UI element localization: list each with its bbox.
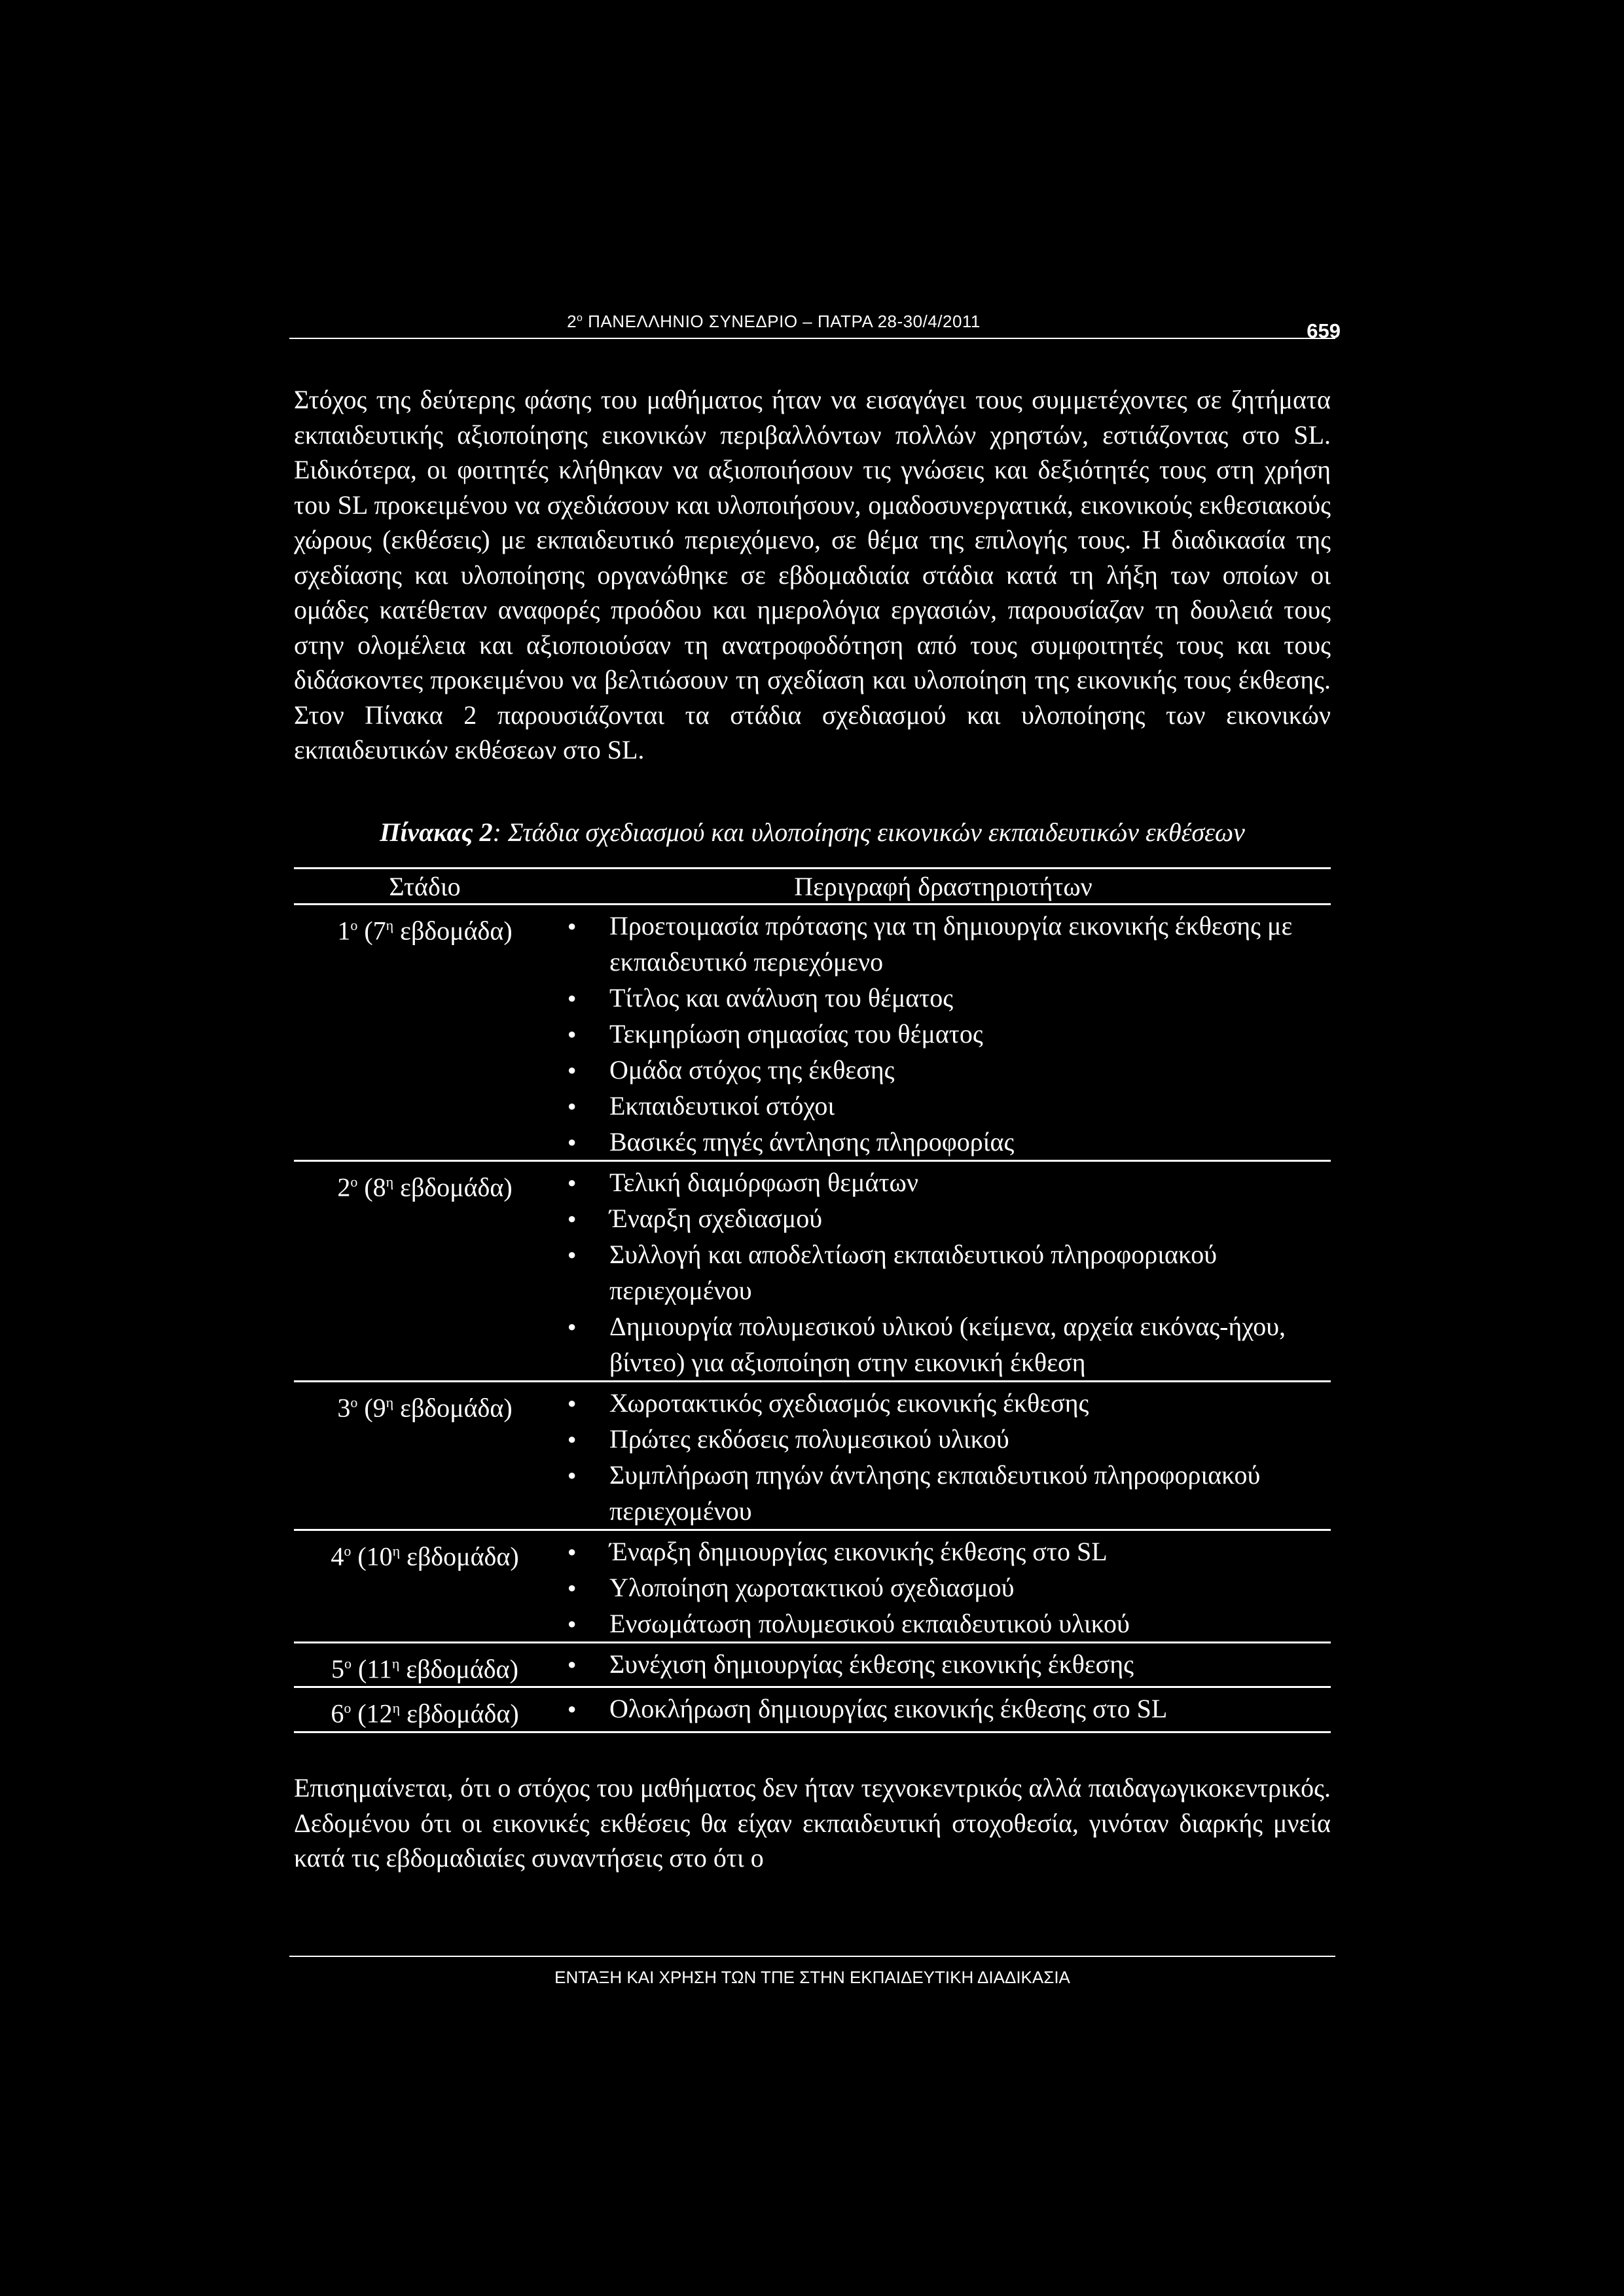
- stage-number: 2: [337, 1172, 351, 1202]
- stage-week-number: (12: [351, 1698, 393, 1729]
- stage-cell: [294, 1691, 556, 1731]
- stage-number-sup: ο: [344, 1700, 352, 1717]
- stage-week-label: εβδομάδα): [400, 1541, 519, 1571]
- activity-item: ● Εκπαιδευτικοί στόχοι: [556, 1088, 1331, 1124]
- activity-item: ● Ολοκλήρωση δημιουργίας εικονικής έκθεσης στο SL: [556, 1691, 1331, 1727]
- stage-week-sup: η: [386, 1174, 394, 1190]
- stage-number-sup: ο: [350, 917, 358, 933]
- header-ordinal: 2: [567, 312, 577, 331]
- activity-list: [556, 908, 1331, 1160]
- stage-week-sup: η: [386, 917, 394, 933]
- stage-week-sup: η: [386, 1394, 394, 1410]
- stage-week-number: (10: [351, 1541, 393, 1571]
- stage-week-number: (7: [357, 916, 386, 946]
- activity-item: ● Συλλογή και αποδελτίωση εκπαιδευτικού πληροφοριακού περιεχομένου: [556, 1236, 1331, 1308]
- stage-number: 1: [337, 916, 351, 946]
- page-number: 659: [1307, 319, 1341, 342]
- stage-week-sup: η: [391, 1655, 400, 1672]
- table-caption: [294, 817, 1331, 848]
- table-caption-label: Πίνακας 2: [380, 817, 493, 847]
- activity-item: ● Έναρξη δημιουργίας εικονικής έκθεσης στο SL: [556, 1534, 1331, 1570]
- table-row: [294, 1162, 1331, 1382]
- stage-number: 4: [331, 1541, 344, 1571]
- activity-item: ● Τελική διαμόρφωση θεμάτων: [556, 1164, 1331, 1200]
- stage-week-label: εβδομάδα): [393, 1393, 513, 1423]
- header-ordinal-sup: ο: [577, 312, 583, 324]
- header-description: Περιγραφή δραστηριοτήτων: [794, 871, 1092, 901]
- table-row: [294, 1531, 1331, 1643]
- body-paragraph-2: Επισημαίνεται, ότι ο στόχος του μαθήματος δεν ήταν τεχνοκεντρικός αλλά παιδαγωγικοκεντρικός. Δεδομένου ότι οι εικονικές εκθέσεις θα είχαν εκπαιδευτική στοχοθεσία, γινόταν διαρκής μνεία κατά τις εβδομαδιαίες συναντήσεις στο ότι ο: [294, 1773, 1331, 1873]
- stage-cell: [294, 1385, 556, 1529]
- stage-cell: [294, 1646, 556, 1686]
- table-caption-text: : Στάδια σχεδιασμού και υλοποίησης εικονικών εκπαιδευτικών εκθέσεων: [492, 817, 1245, 847]
- stage-number-sup: ο: [350, 1394, 358, 1410]
- activity-list: [556, 1164, 1331, 1380]
- table-row: [294, 905, 1331, 1162]
- activity-item: ● Τεκμηρίωση σημασίας του θέματος: [556, 1016, 1331, 1052]
- stage-week-sup: η: [392, 1700, 401, 1717]
- table-header-row: [294, 867, 1331, 905]
- activity-item: ● Υλοποίηση χωροτακτικού σχεδιασμού: [556, 1570, 1331, 1605]
- stage-week-label: εβδομάδα): [399, 1654, 518, 1684]
- stage-week-number: (11: [352, 1654, 392, 1684]
- activity-list: [556, 1385, 1331, 1529]
- running-footer: ΕΝΤΑΞΗ ΚΑΙ ΧΡΗΣΗ ΤΩΝ ΤΠΕ ΣΤΗΝ ΕΚΠΑΙΔΕΥΤΙΚΗ ΔΙΑΔΙΚΑΣΙΑ: [289, 1956, 1335, 1988]
- stage-number-sup: ο: [344, 1655, 352, 1672]
- activity-list: [556, 1534, 1331, 1641]
- activity-item: ● Βασικές πηγές άντλησης πληροφορίας: [556, 1124, 1331, 1160]
- activity-item: ● Πρώτες εκδόσεις πολυμεσικού υλικού: [556, 1421, 1331, 1457]
- stage-number: 5: [331, 1654, 345, 1684]
- activity-item: ● Έναρξη σχεδιασμού: [556, 1200, 1331, 1236]
- stage-week-label: εβδομάδα): [393, 1172, 513, 1202]
- stage-week-number: (9: [357, 1393, 386, 1423]
- activity-list: [556, 1646, 1331, 1686]
- stage-number-sup: ο: [350, 1174, 358, 1190]
- activities-table: [294, 867, 1331, 1733]
- stage-week-label: εβδομάδα): [400, 1698, 519, 1729]
- activity-list: [556, 1691, 1331, 1731]
- header-title-text: ΠΑΝΕΛΛΗΝΙΟ ΣΥΝΕΔΡΙΟ – ΠΑΤΡΑ 28-30/4/2011: [583, 312, 981, 331]
- activity-item: ● Ομάδα στόχος της έκθεσης: [556, 1052, 1331, 1088]
- stage-cell: [294, 908, 556, 1160]
- activity-item: ● Ενσωμάτωση πολυμεσικού εκπαιδευτικού υλικού: [556, 1605, 1331, 1641]
- activity-item: ● Προετοιμασία πρότασης για τη δημιουργία εικονικής έκθεσης με εκπαιδευτικό περιεχόμενο: [556, 908, 1331, 980]
- header-stage: Στάδιο: [389, 871, 461, 901]
- table-row: [294, 1382, 1331, 1531]
- running-header: [289, 306, 1341, 342]
- activity-item: ● Συνέχιση δημιουργίας έκθεσης εικονικής έκθεσης: [556, 1646, 1331, 1682]
- activity-item: ● Χωροτακτικός σχεδιασμός εικονικής έκθεσης: [556, 1385, 1331, 1421]
- stage-number-sup: ο: [344, 1543, 352, 1559]
- table-row: [294, 1688, 1331, 1732]
- activity-item: ● Δημιουργία πολυμεσικού υλικού (κείμενα, αρχεία εικόνας-ήχου, βίντεο) για αξιοποίηση στην εικονική έκθεση: [556, 1308, 1331, 1380]
- activity-item: ● Συμπλήρωση πηγών άντλησης εκπαιδευτικού πληροφοριακού περιεχομένου: [556, 1457, 1331, 1529]
- stage-cell: [294, 1534, 556, 1641]
- stage-cell: [294, 1164, 556, 1380]
- stage-number: 3: [337, 1393, 351, 1423]
- stage-week-number: (8: [357, 1172, 386, 1202]
- body-paragraph-1: Στόχος της δεύτερης φάσης του μαθήματος ήταν να εισαγάγει τους συμμετέχοντες σε ζητήματα εκπαιδευτικής αξιοποίησης εικονικών περιβαλλόντων πολλών χρηστών, εστιάζοντας στο SL. Ειδικότερα, οι φοιτητές κλήθηκαν να αξιοποιήσουν τις γνώσεις και δεξιότητές τους στη χρήση του SL προκειμένου να σχεδιάσουν και υλοποιήσουν, ομαδοσυνεργατικά, εικονικούς εκθεσιακούς χώρους (εκθέσεις) με εκπαιδευτικό περιεχόμενο, σε θέμα της επιλογής τους. Η διαδικασία της σχεδίασης και υλοποίησης οργανώθηκε σε εβδομαδιαία στάδια κατά τη λήξη των οποίων οι ομάδες κατέθεταν αναφορές προόδου και ημερολόγια εργασιών, παρουσίαζαν τη δουλειά τους στην ολομέλεια και αξιοποιούσαν τη ανατροφοδότηση από τους συμφοιτητές τους και τους διδάσκοντες προκειμένου να βελτιώσουν τη σχεδίαση και υλοποίηση της εικονικής τους έκθεσης. Στον Πίνακα 2 παρουσιάζονται τα στάδια σχεδιασμού και υλοποίησης των εικονικών εκπαιδευτικών εκθέσεων στο SL.: [294, 385, 1331, 764]
- stage-number: 6: [331, 1698, 344, 1729]
- activity-item: ● Τίτλος και ανάλυση του θέματος: [556, 980, 1331, 1016]
- table-row: [294, 1643, 1331, 1688]
- header-title: [289, 312, 1258, 332]
- stage-week-sup: η: [392, 1543, 401, 1559]
- table-body: [294, 905, 1331, 1733]
- stage-week-label: εβδομάδα): [393, 916, 513, 946]
